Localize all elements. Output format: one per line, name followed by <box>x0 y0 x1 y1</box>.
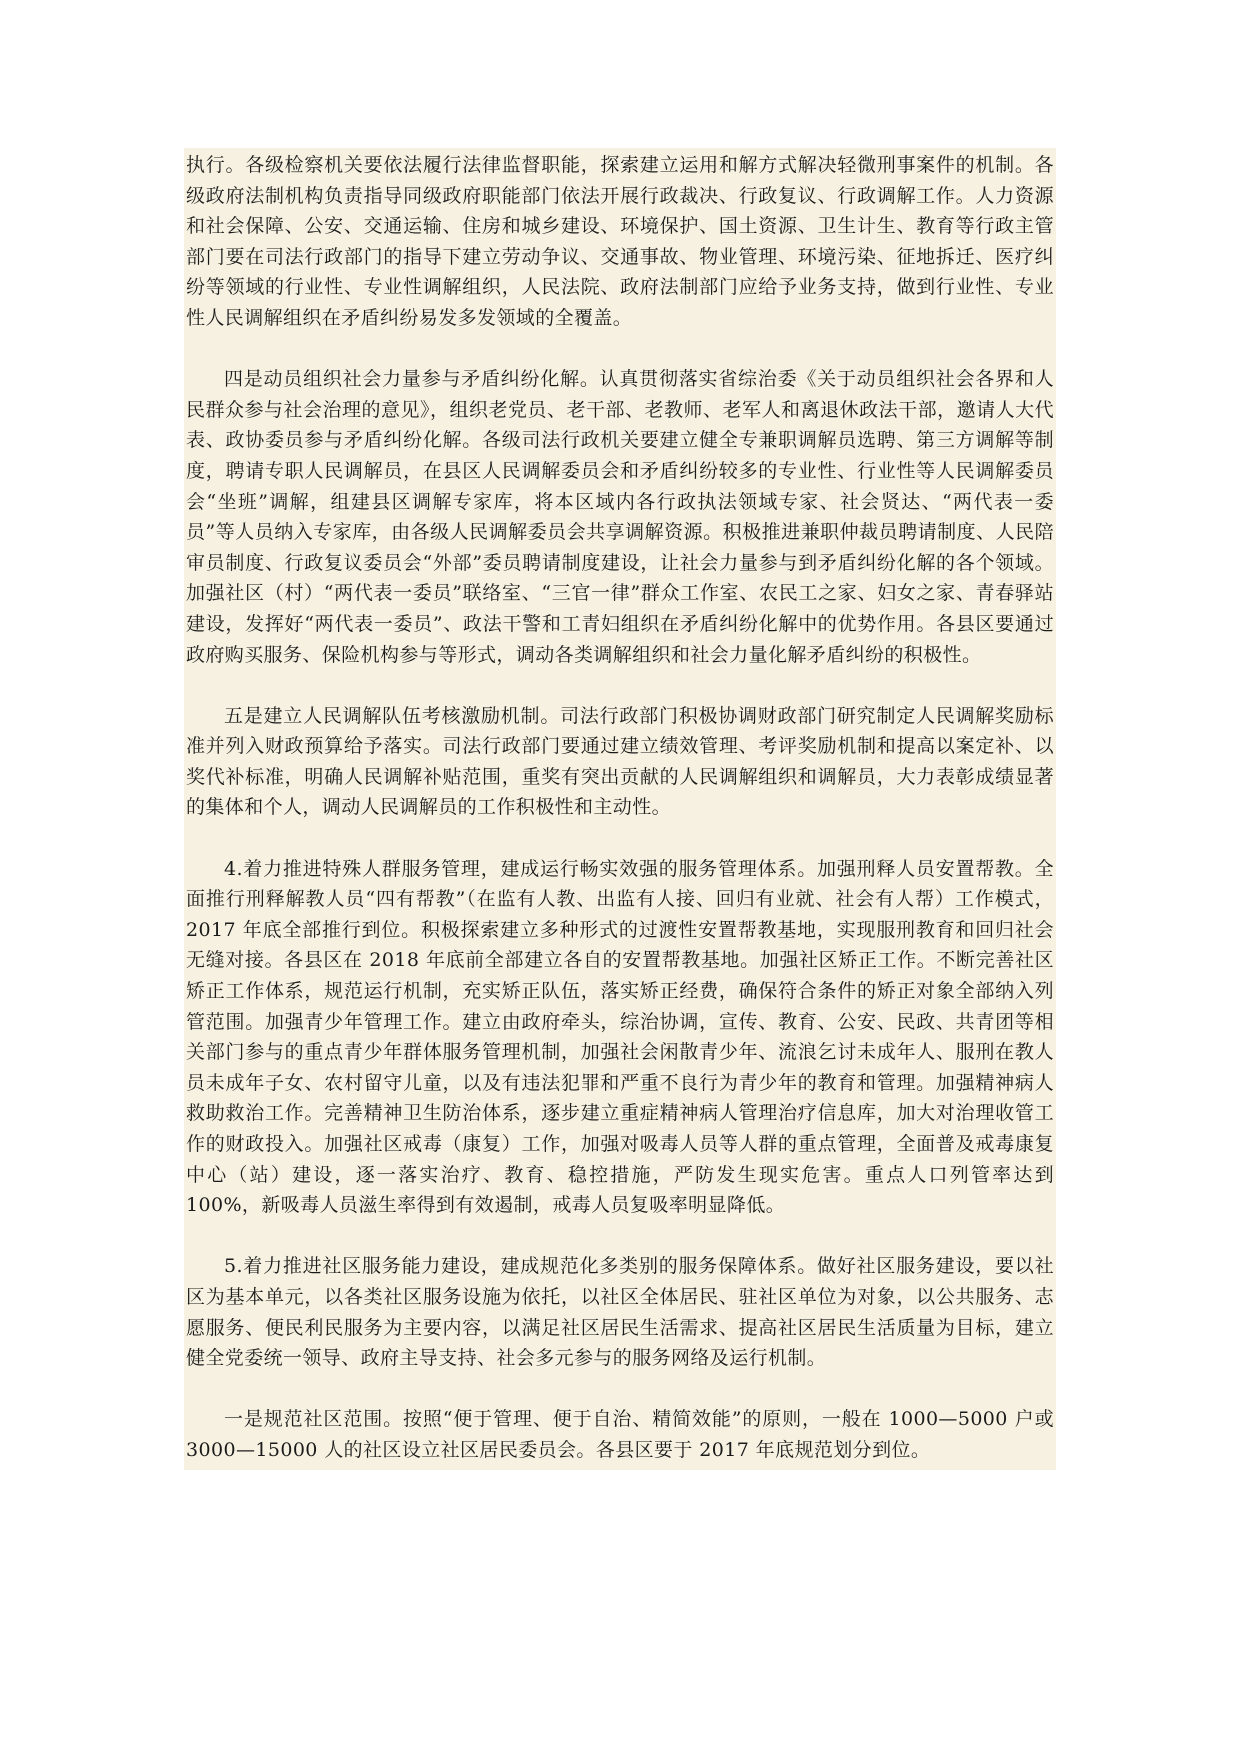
paragraph-spacer <box>186 1374 1054 1405</box>
paragraph-community-services: 5.着力推进社区服务能力建设，建成规范化多类别的服务保障体系。做好社区服务建设，要以社区为基本单元，以各类社区服务设施为依托，以社区全体居民、驻社区单位为对象，以公共服务、志愿服务、便民利民服务为主要内容，以满足社区居民生活需求、提高社区居民生活质量为目标，建立健全党委统一领导、政府主导支持、社会多元参与的服务网络及运行机制。 <box>186 1255 1054 1370</box>
paragraph-social-forces: 四是动员组织社会力量参与矛盾纠纷化解。认真贯彻落实省综治委《关于动员组织社会各界和人民群众参与社会治理的意见》，组织老党员、老干部、老教师、老军人和离退休政法干部，邀请人大代表、政协委员参与矛盾纠纷化解。各级司法行政机关要建立健全专兼职调解员选聘、第三方调解等制度，聘请专职人民调解员，在县区人民调解委员会和矛盾纠纷较多的专业性、行业性等人民调解委员会“坐班”调解，组建县区调解专家库，将本区域内各行政执法领域专家、社会贤达、“两代表一委员”等人员纳入专家库，由各级人民调解委员会共享调解资源。积极推进兼职仲裁员聘请制度、人民陪审员制度、行政复议委员会“外部”委员聘请制度建设，让社会力量参与到矛盾纠纷化解的各个领域。加强社区（村）“两代表一委员”联络室、“三官一律”群众工作室、农民工之家、妇女之家、青春驿站建设，发挥好“两代表一委员”、政法干警和工青妇组织在矛盾纠纷化解中的优势作用。各县区要通过政府购买服务、保险机构参与等形式，调动各类调解组织和社会力量化解矛盾纠纷的积极性。 <box>186 368 1054 666</box>
paragraph-spacer <box>186 1221 1054 1252</box>
paragraph-spacer <box>186 334 1054 365</box>
paragraph-continuation: 执行。各级检察机关要依法履行法律监督职能，探索建立运用和解方式解决轻微刑事案件的机制。各级政府法制机构负责指导同级政府职能部门依法开展行政裁决、行政复议、行政调解工作。人力资源和社会保障、公安、交通运输、住房和城乡建设、环境保护、国土资源、卫生计生、教育等行政主管部门要在司法行政部门的指导下建立劳动争议、交通事故、物业管理、环境污染、征地拆迁、医疗纠纷等领域的行业性、专业性调解组织，人民法院、政府法制部门应给予业务支持，做到行业性、专业性人民调解组织在矛盾纠纷易发多发领域的全覆盖。 <box>186 154 1054 329</box>
document-body <box>186 150 1054 1466</box>
paragraph-community-scope: 一是规范社区范围。按照“便于管理、便于自治、精简效能”的原则，一般在 1000—5000 户或 3000—15000 人的社区设立社区居民委员会。各县区要于 2017 年底规范划分到位。 <box>186 1408 1054 1461</box>
paragraph-mediation-incentives: 五是建立人民调解队伍考核激励机制。司法行政部门积极协调财政部门研究制定人民调解奖励标准并列入财政预算给予落实。司法行政部门要通过建立绩效管理、考评奖励机制和提高以案定补、以奖代补标准，明确人民调解补贴范围，重奖有突出贡献的人民调解组织和调解员，大力表彰成绩显著的集体和个人，调动人民调解员的工作积极性和主动性。 <box>186 704 1054 819</box>
paragraph-special-groups: 4.着力推进特殊人群服务管理，建成运行畅实效强的服务管理体系。加强刑释人员安置帮教。全面推行刑释解教人员“四有帮教”（在监有人教、出监有人接、回归有业就、社会有人帮）工作模式，2017 年底全部推行到位。积极探索建立多种形式的过渡性安置帮教基地，实现服刑教育和回归社会无缝对接。各县区在 2018 年底前全部建立各自的安置帮教基地。加强社区矫正工作。不断完善社区矫正工作体系，规范运行机制，充实矫正队伍，落实矫正经费，确保符合条件的矫正对象全部纳入列管范围。加强青少年管理工作。建立由政府牵头，综治协调，宣传、教育、公安、民政、共青团等相关部门参与的重点青少年群体服务管理机制，加强社会闲散青少年、流浪乞讨未成年人、服刑在教人员未成年子女、农村留守儿童，以及有违法犯罪和严重不良行为青少年的教育和管理。加强精神病人救助救治工作。完善精神卫生防治体系，逐步建立重症精神病人管理治疗信息库，加大对治理收管工作的财政投入。加强社区戒毒（康复）工作，加强对吸毒人员等人群的重点管理，全面普及戒毒康复中心（站）建设，逐一落实治疗、教育、稳控措施，严防发生现实危害。重点人口列管率达到 100%，新吸毒人员滋生率得到有效遏制，戒毒人员复吸率明显降低。 <box>186 857 1054 1217</box>
paragraph-spacer <box>186 670 1054 701</box>
paragraph-spacer <box>186 823 1054 854</box>
